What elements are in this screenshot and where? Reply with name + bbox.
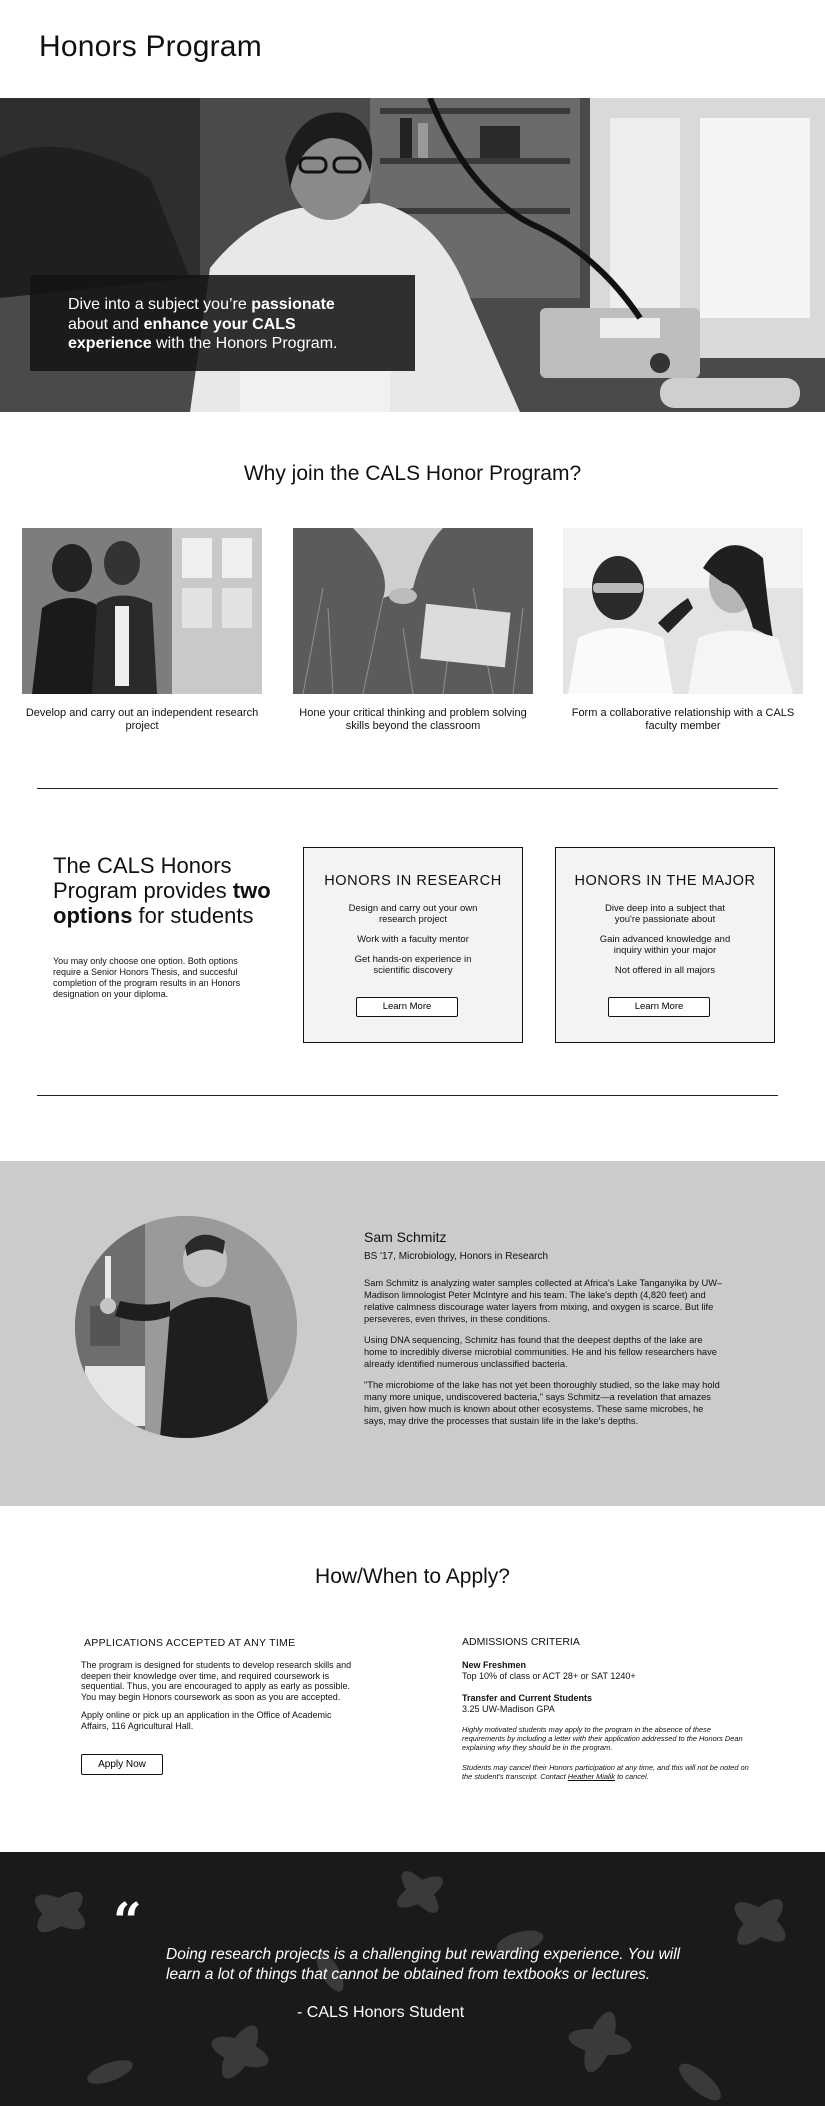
why-image-field xyxy=(293,528,533,694)
quote-mark-icon: “ xyxy=(113,1891,142,1950)
honors-in-major-title: HONORS IN THE MAJOR xyxy=(574,873,756,889)
applications-text xyxy=(81,1660,361,1739)
research-option-item: Get hands-on experience in scientific discovery xyxy=(354,954,472,976)
criteria-title: ADMISSIONS CRITERIA xyxy=(462,1636,580,1648)
divider-top xyxy=(37,788,778,789)
profile-photo xyxy=(75,1216,297,1438)
apply-now-button[interactable]: Apply Now xyxy=(81,1754,163,1775)
freshmen-title: New Freshmen xyxy=(462,1660,527,1670)
why-caption-faculty: Form a collaborative relationship with a CALS faculty member xyxy=(571,707,795,732)
why-caption-field: Hone your critical thinking and problem solving skills beyond the classroom xyxy=(299,707,527,732)
honors-in-research-card xyxy=(303,847,523,1043)
options-note: You may only choose one option. Both options require a Senior Honors Thesis, and succesful completion of the program results in an Honors designation on your diploma. xyxy=(53,956,241,999)
contact-link[interactable]: Heather Mialik xyxy=(567,1772,616,1781)
transfer-text: 3.25 UW-Madison GPA xyxy=(462,1703,555,1714)
honors-in-research-title: HONORS IN RESEARCH xyxy=(324,873,502,889)
student-profile xyxy=(0,1161,825,1506)
major-option-item: Not offered in all majors xyxy=(614,965,716,976)
profile-name: Sam Schmitz xyxy=(364,1229,447,1245)
options-heading: The CALS Honors Program provides two options for students xyxy=(53,853,271,928)
apply-title: How/When to Apply? xyxy=(315,1565,510,1588)
freshmen-criteria xyxy=(462,1660,752,1681)
applications-paragraph: The program is designed for students to develop research skills and deepen their knowledge over time, and required coursework is sequential. Thus, you are encouraged to apply as early as possible. You may begin Honors coursework as soon as you are accepted. xyxy=(81,1660,352,1702)
major-learn-more-button[interactable]: Learn More xyxy=(608,997,710,1017)
major-option-item: Gain advanced knowledge and inquiry within your major xyxy=(599,934,731,956)
cancel-note: Students may cancel their Honors participation at any time, and this will not be noted on the student's transcript. Contact Heather Mialik to cancel. xyxy=(462,1763,749,1781)
why-caption-research: Develop and carry out an independent research project xyxy=(25,707,259,732)
honors-in-major-card xyxy=(555,847,775,1043)
applications-paragraph: Apply online or pick up an application in the Office of Academic Affairs, 116 Agricultural Hall. xyxy=(81,1710,332,1731)
profile-degree: BS '17, Microbiology, Honors in Research xyxy=(364,1251,549,1262)
page-title: Honors Program xyxy=(39,30,262,63)
profile-paragraph: Sam Schmitz is analyzing water samples collected at Africa's Lake Tanganyika by UW–Madison limnologist Peter McIntyre and his team. The lake's depth (4,820 feet) and relative calmness discourage water layers from mixing, and oxygen is scarce. But life perseveres, even thrives, in these conditions. xyxy=(364,1278,723,1324)
why-join-title: Why join the CALS Honor Program? xyxy=(243,462,582,485)
profile-story xyxy=(364,1277,724,1436)
divider-bottom xyxy=(37,1095,778,1096)
profile-paragraph: "The microbiome of the lake has not yet been thoroughly studied, so the lake may hold many more unique, undiscovered bacteria," says Schmitz—a revelation that amazes him, given how much is known about other ecosystems. These same microbes, he says, may drive the processes that sustain life in the lake's depths. xyxy=(364,1380,720,1426)
research-learn-more-button[interactable]: Learn More xyxy=(356,997,458,1017)
hero-banner xyxy=(0,98,825,412)
criteria-note: Highly motivated students may apply to the program in the absence of these requirements by including a letter with their application addressed to the Honors Dean explaining why they should be in the program. xyxy=(462,1725,743,1752)
research-option-item: Work with a faculty mentor xyxy=(357,934,469,945)
hero-caption: Dive into a subject you’re passionate about and enhance your CALS experience with the Honors Program. xyxy=(30,275,415,371)
quote-author: - CALS Honors Student xyxy=(297,2004,465,2021)
why-image-research xyxy=(22,528,262,694)
transfer-title: Transfer and Current Students xyxy=(462,1693,593,1703)
quote-text: Doing research projects is a challenging but rewarding experience. You will learn a lot of things that cannot be obtained from textbooks or lectures. xyxy=(166,1946,681,1983)
transfer-criteria xyxy=(462,1693,752,1714)
major-option-item: Dive deep into a subject that you're passionate about xyxy=(605,903,725,925)
applications-title: APPLICATIONS ACCEPTED AT ANY TIME xyxy=(84,1637,296,1649)
quote-banner xyxy=(0,1852,825,2106)
research-option-item: Design and carry out your own research project xyxy=(348,903,478,925)
freshmen-text: Top 10% of class or ACT 28+ or SAT 1240+ xyxy=(462,1670,636,1681)
profile-paragraph: Using DNA sequencing, Schmitz has found that the deepest depths of the lake are home to incredibly diverse microbial communities. He and his fellow researchers have already identified numerous unclassified bacteria. xyxy=(364,1335,717,1369)
why-image-faculty xyxy=(563,528,803,694)
